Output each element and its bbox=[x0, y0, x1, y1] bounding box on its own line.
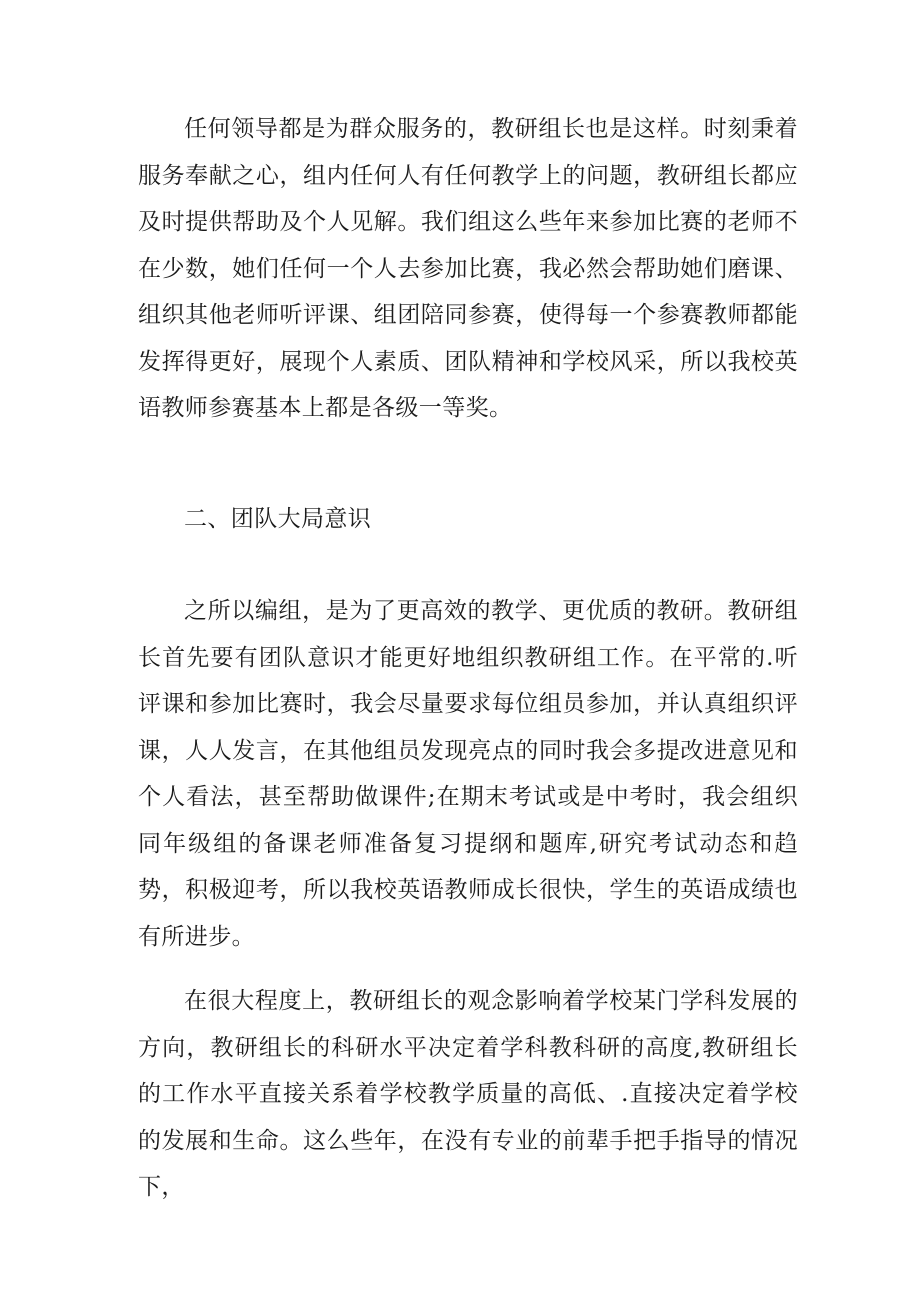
section-heading: 二、团队大局意识 bbox=[184, 506, 372, 532]
body-paragraph-influence: 在很大程度上，教研组长的观念影响着学校某门学科发展的方向，教研组长的科研水平决定着学科教科研的高度,教研组长的工作水平直接关系着学校教学质量的高低、.直接决定着学校的发展和生命。这么些年，在没有专业的前辈手把手指导的情况下， bbox=[138, 988, 798, 1200]
body-paragraph-service: 任何领导都是为群众服务的，教研组长也是这样。时刻秉着服务奉献之心，组内任何人有任何教学上的问题，教研组长都应及时提供帮助及个人见解。我们组这么些年来参加比赛的老师不在少数，她们任何一个人去参加比赛，我必然会帮助她们磨课、组织其他老师听评课、组团陪同参赛，使得每一个参赛教师都能发挥得更好，展现个人素质、团队精神和学校风采，所以我校英语教师参赛基本上都是各级一等奖。 bbox=[138, 116, 798, 421]
body-paragraph-teamwork: 之所以编组，是为了更高效的教学、更优质的教研。教研组长首先要有团队意识才能更好地组织教研组工作。在平常的.听评课和参加比赛时，我会尽量要求每位组员参加，并认真组织评课，人人发言，在其他组员发现亮点的同时我会多提改进意见和个人看法，甚至帮助做课件;在期末考试或是中考时，我会组织同年级组的备课老师准备复习提纲和题库,研究考试动态和趋势，积极迎考，所以我校英语教师成长很快，学生的英语成绩也有所进步。 bbox=[138, 598, 798, 950]
